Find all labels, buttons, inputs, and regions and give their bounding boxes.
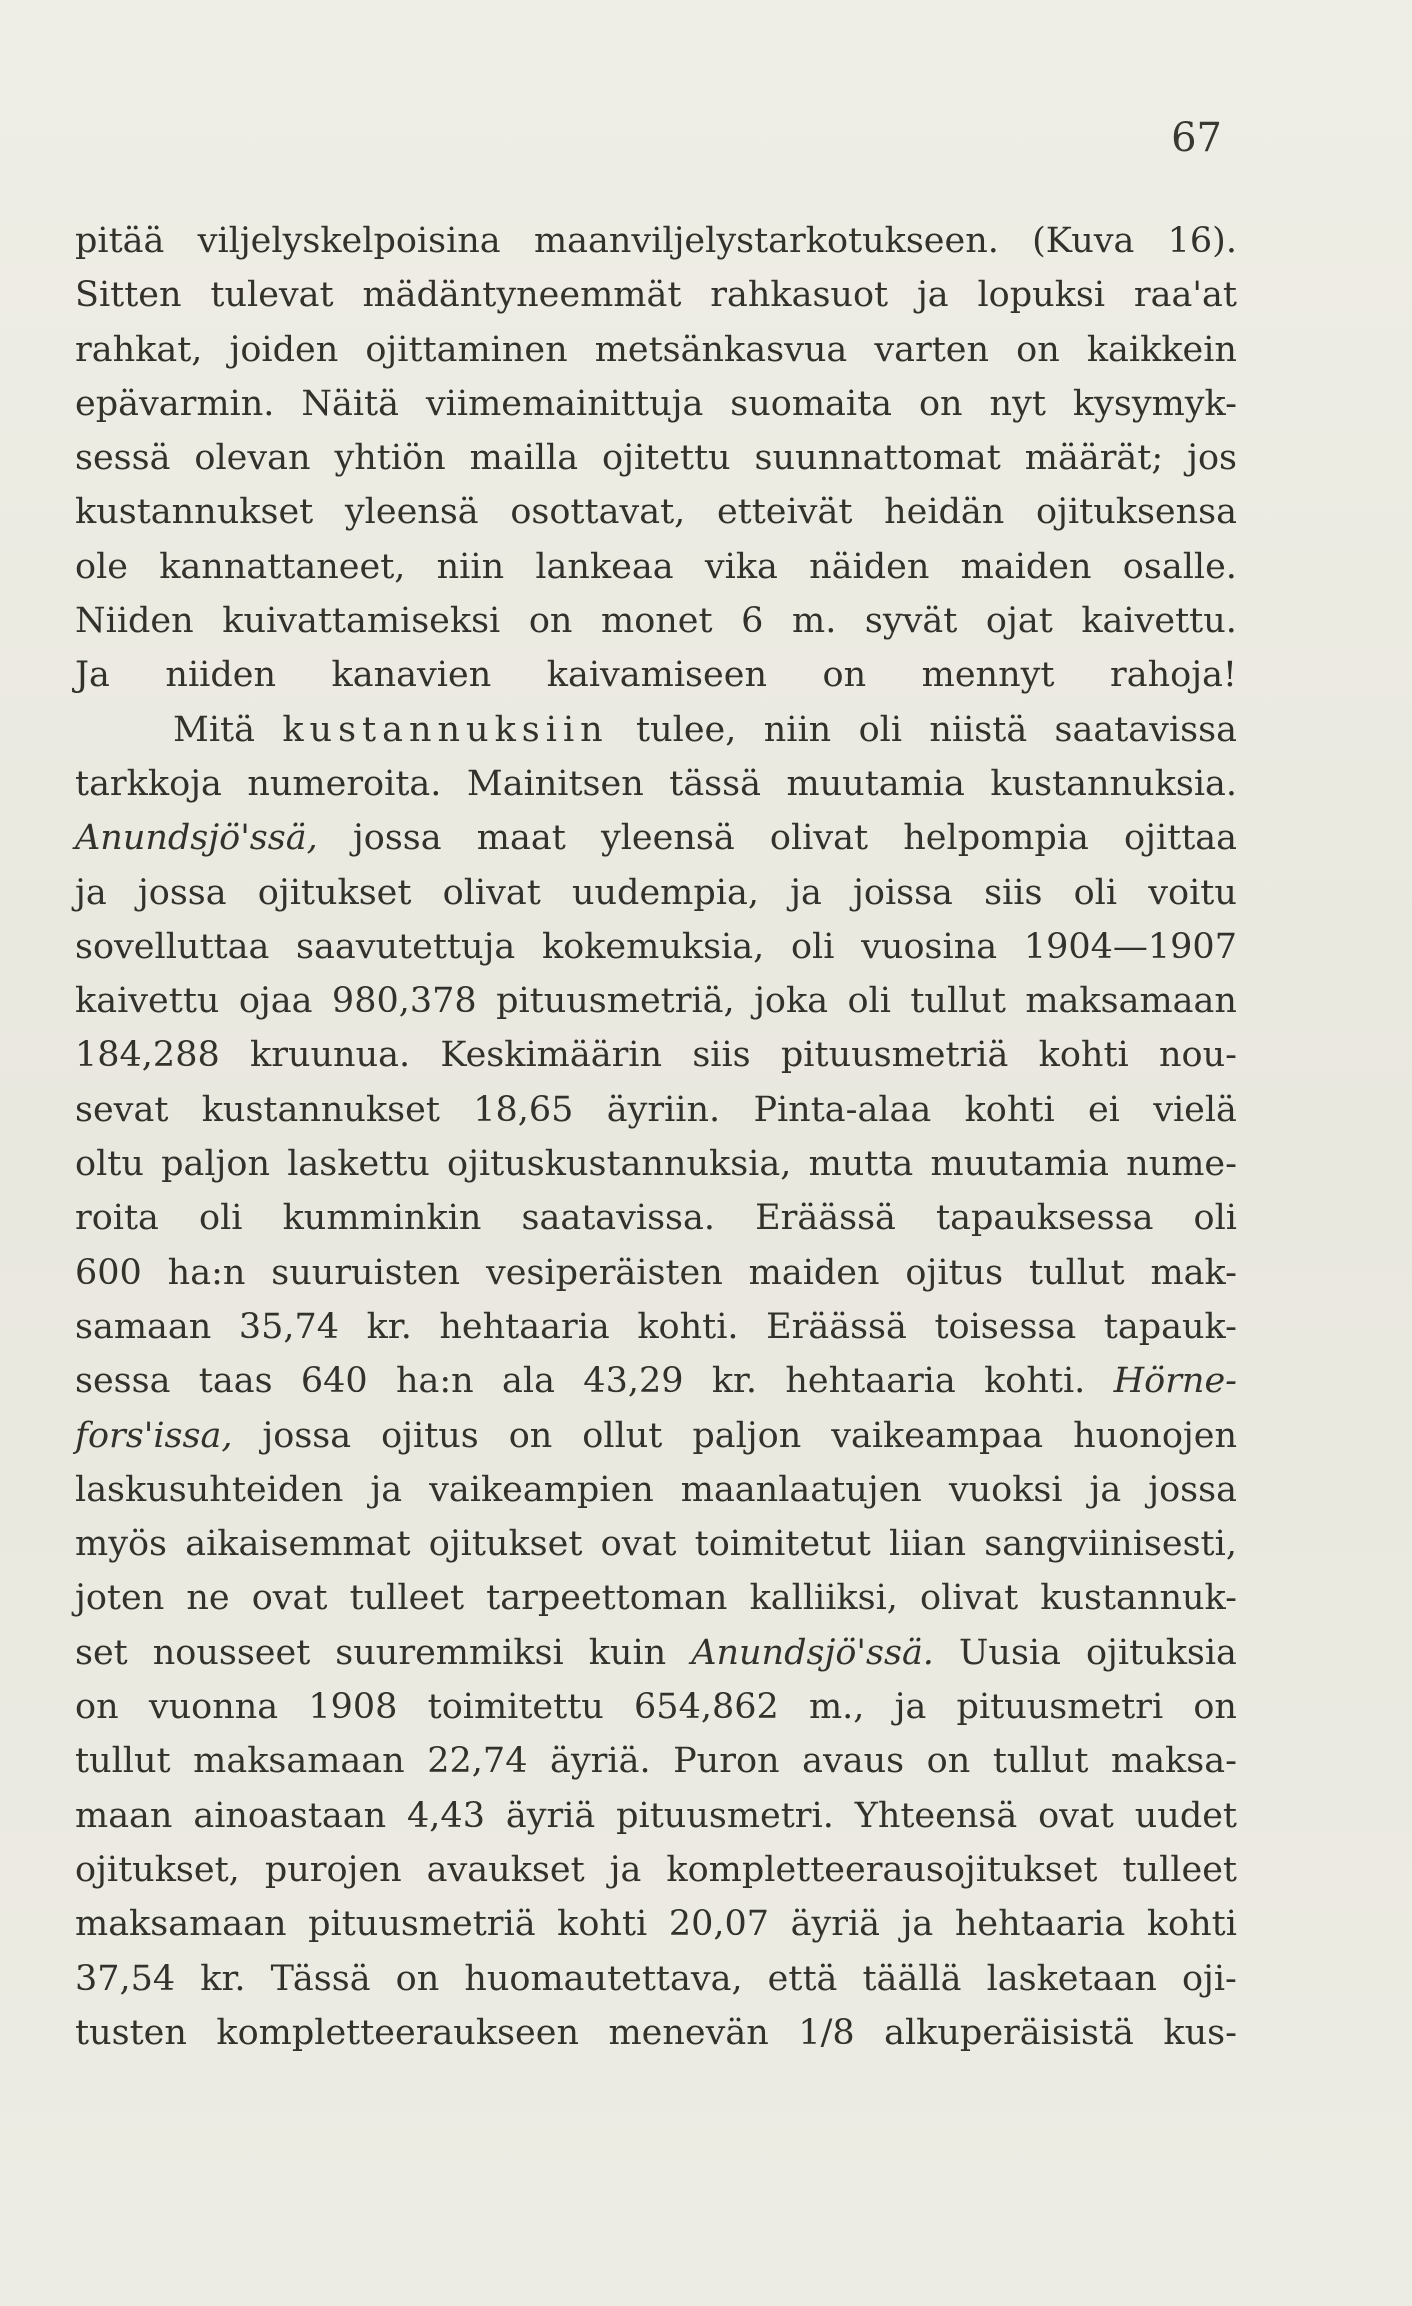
word: kohti. — [984, 1361, 1086, 1402]
word: sessä — [75, 438, 171, 479]
word: maksa- — [1111, 1741, 1237, 1782]
word: jossa — [137, 872, 227, 913]
word: ja — [901, 1904, 934, 1945]
word: tapauk- — [1103, 1306, 1237, 1347]
word: äyriä — [505, 1795, 596, 1836]
text-line — [75, 594, 1237, 648]
word: ja — [790, 872, 822, 913]
word: Yhteensä — [854, 1795, 1018, 1836]
word: ojitus — [905, 1252, 1004, 1293]
word: kr. — [200, 1958, 246, 1999]
word: oli — [199, 1198, 243, 1239]
word: ne — [186, 1578, 230, 1619]
word: Ja — [75, 655, 110, 696]
word: mailla — [469, 438, 579, 479]
word: niin — [763, 709, 832, 750]
text-line — [75, 1517, 1237, 1571]
word: ja — [75, 872, 107, 913]
text-line — [75, 1897, 1237, 1951]
word: kokemuksia, — [541, 926, 765, 967]
word: ojitukset, — [75, 1849, 240, 1890]
word: toisessa — [934, 1306, 1077, 1347]
word: Näitä — [301, 383, 399, 424]
word: lasketaan — [986, 1958, 1157, 1999]
word: tulleet — [1122, 1849, 1237, 1890]
text-line — [75, 1191, 1237, 1245]
word: ojitukset — [257, 872, 412, 913]
word: maiden — [960, 546, 1092, 587]
word: kuivattamiseksi — [222, 601, 501, 642]
word: olivat — [769, 818, 869, 859]
word: taas — [198, 1361, 273, 1402]
word: maat — [476, 818, 566, 859]
text-line — [75, 431, 1237, 485]
word: Anundsjö'ssä, — [75, 818, 318, 859]
word: uudet — [1134, 1795, 1237, 1836]
word: epävarmin. — [75, 383, 275, 424]
word: oli — [1193, 1198, 1237, 1239]
word: 1908 — [308, 1687, 398, 1728]
word: on — [508, 1415, 553, 1456]
word: 4,43 — [407, 1795, 485, 1836]
word: menevän — [608, 2012, 769, 2053]
word: heidän — [884, 492, 1005, 533]
word: kaivettu — [75, 981, 220, 1022]
word: vika — [704, 546, 778, 587]
word: monet — [601, 601, 713, 642]
text-line — [75, 377, 1237, 431]
word: pitää — [75, 221, 165, 261]
word: kumminkin — [282, 1198, 482, 1239]
word: huomautettava, — [464, 1958, 743, 1999]
word: jossa — [1148, 1469, 1237, 1510]
word: varten — [874, 329, 990, 370]
word: kr. — [711, 1361, 758, 1402]
word: Niiden — [75, 601, 194, 642]
word: suunnattomat — [754, 438, 1001, 479]
text-line — [75, 920, 1237, 974]
word: joiden — [229, 329, 339, 370]
word: olevan — [194, 438, 311, 479]
word: on — [918, 383, 963, 424]
word: 43,29 — [583, 1361, 684, 1402]
word: uudempia, — [571, 872, 759, 913]
word: ojituksia — [1085, 1632, 1237, 1673]
word: oli — [858, 709, 903, 750]
word: oltu — [75, 1144, 144, 1185]
word: osalle. — [1122, 546, 1237, 587]
word: pituusmetri — [956, 1687, 1164, 1728]
word: saatavissa. — [521, 1198, 716, 1239]
word: lankeaa — [535, 546, 674, 587]
word: ojituskustannuksia, — [447, 1144, 792, 1185]
word: avaus — [802, 1741, 905, 1782]
word: kompletteerausojitukset — [666, 1849, 1098, 1890]
word: vuoksi — [948, 1469, 1063, 1510]
word: Pinta-alaa — [753, 1089, 932, 1130]
word: ja — [1089, 1469, 1122, 1510]
text-line — [75, 757, 1237, 811]
word: roita — [75, 1198, 159, 1239]
word: ha:n — [167, 1252, 246, 1293]
word: kohti — [964, 1089, 1055, 1130]
word: että — [767, 1958, 838, 1999]
word: alkuperäisistä — [884, 2012, 1134, 2053]
word: Uusia — [958, 1632, 1061, 1673]
word: vesiperäisten — [485, 1252, 723, 1293]
text-line — [75, 323, 1237, 377]
word: näiden — [809, 546, 930, 587]
word: pituusmetriä, — [496, 981, 735, 1022]
text-line — [75, 268, 1237, 322]
text-line — [75, 1083, 1237, 1137]
word: ovat — [1038, 1795, 1114, 1836]
word: oli — [1073, 872, 1118, 913]
word: on — [1016, 329, 1060, 370]
word: ojittaminen — [365, 329, 568, 370]
word: mutta — [808, 1144, 914, 1185]
text-line — [75, 1300, 1237, 1354]
body-text — [75, 214, 1237, 2060]
text-line — [75, 1028, 1237, 1082]
word: mennyt — [921, 655, 1055, 696]
word: määrät; — [1024, 438, 1164, 479]
text-line — [75, 1409, 1237, 1463]
word: samaan — [75, 1306, 212, 1347]
word: Puron — [673, 1741, 780, 1782]
word: kompletteeraukseen — [216, 2012, 579, 2053]
word: ainoastaan — [193, 1795, 387, 1836]
word: ojaa — [238, 981, 313, 1022]
word: toimitetut — [694, 1524, 871, 1565]
word: kanavien — [331, 655, 492, 696]
word: lopuksi — [977, 275, 1106, 316]
word: tullut — [910, 981, 1006, 1022]
word: tulleet — [349, 1578, 465, 1619]
word: ole — [75, 546, 128, 587]
text-line — [75, 1626, 1237, 1680]
word: nyt — [989, 383, 1046, 424]
word: 1904—1907 — [1023, 926, 1237, 967]
word: maksamaan — [75, 1904, 287, 1945]
word: on — [75, 1687, 119, 1728]
word: hehtaaria — [954, 1904, 1126, 1945]
word: kus- — [1163, 2012, 1237, 2053]
word: myös — [75, 1524, 167, 1565]
word: helpompia — [903, 818, 1089, 859]
word: ja — [916, 275, 949, 316]
word: kustannukset — [201, 1089, 440, 1130]
word: Eräässä — [755, 1198, 896, 1239]
word: tusten — [75, 2012, 187, 2053]
word: laskusuhteiden — [75, 1469, 344, 1510]
text-line — [75, 1571, 1237, 1625]
word: tullut — [75, 1741, 171, 1782]
word: huonojen — [1073, 1415, 1237, 1456]
word: kustannukset — [75, 492, 314, 533]
word: Mainitsen — [466, 763, 644, 804]
word: yleensä — [600, 818, 735, 859]
word: kruunua. — [250, 1035, 411, 1076]
word: avaukset — [426, 1849, 585, 1890]
word: ja — [894, 1687, 927, 1728]
word: joka — [754, 981, 829, 1022]
word: saavutettuja — [296, 926, 516, 967]
word: sessa — [75, 1361, 171, 1402]
word: maiden — [748, 1252, 880, 1293]
word: viimemainittuja — [425, 383, 704, 424]
word: siis — [984, 872, 1043, 913]
word: rahkat, — [75, 329, 203, 370]
word: maanlaatujen — [680, 1469, 922, 1510]
word: purojen — [264, 1849, 402, 1890]
word: ojittaa — [1124, 818, 1237, 859]
word: kysymyk- — [1072, 383, 1237, 424]
word: tässä — [669, 763, 761, 804]
word: muutamia — [786, 763, 965, 804]
word: pituusmetriä — [308, 1904, 536, 1945]
word: 37,54 — [75, 1958, 176, 1999]
word: 600 — [75, 1252, 142, 1293]
word: nousseet — [152, 1632, 311, 1673]
word: tapauksessa — [936, 1198, 1154, 1239]
word: 184,288 — [75, 1035, 220, 1076]
text-line — [75, 1734, 1237, 1788]
word: suomaita — [730, 383, 893, 424]
word: liian — [889, 1524, 967, 1565]
word: mak- — [1150, 1252, 1237, 1293]
word: saatavissa — [1054, 709, 1237, 750]
word: m. — [792, 601, 837, 642]
word: paljon — [692, 1415, 802, 1456]
word: kalliiksi, — [749, 1578, 898, 1619]
word: täällä — [862, 1958, 962, 1999]
word: sovelluttaa — [75, 926, 270, 967]
word: 980,378 — [331, 981, 477, 1022]
word: ala — [502, 1361, 555, 1402]
word: tulee, — [636, 709, 737, 750]
word: paljon — [161, 1144, 271, 1185]
word: etteivät — [716, 492, 853, 533]
word: 640 — [300, 1361, 368, 1402]
word: pituusmetri. — [616, 1795, 834, 1836]
word: tarpeettoman — [486, 1578, 728, 1619]
word: ojituksensa — [1036, 492, 1237, 533]
word: osottavat, — [510, 492, 686, 533]
word: jos — [1187, 438, 1237, 479]
word: kuin — [588, 1632, 667, 1673]
word: kohti — [557, 1904, 648, 1945]
word: vielä — [1153, 1089, 1237, 1130]
word: 35,74 — [238, 1306, 340, 1347]
word: on — [1193, 1687, 1237, 1728]
word: tarkkoja — [75, 763, 222, 804]
word: Keskimäärin — [440, 1035, 663, 1076]
word: Eräässä — [766, 1306, 907, 1347]
word: yleensä — [344, 492, 479, 533]
text-line — [75, 485, 1237, 539]
word: metsänkasvua — [594, 329, 848, 370]
word: nou- — [1159, 1035, 1237, 1076]
text-line — [75, 214, 1237, 268]
word: kohti — [1146, 1904, 1237, 1945]
text-line — [75, 1354, 1237, 1408]
word: viljelyskelpoisina — [197, 221, 501, 261]
word: on — [395, 1958, 440, 1999]
word: Hörne- — [1113, 1361, 1237, 1402]
word: olivat — [920, 1578, 1019, 1619]
word: raa'at — [1133, 275, 1237, 316]
word: vaikeampaa — [831, 1415, 1044, 1456]
word: 20,07 — [668, 1904, 770, 1945]
word: rahoja! — [1110, 655, 1237, 696]
word: kaikkein — [1086, 329, 1237, 370]
word: kaivamiseen — [546, 655, 767, 696]
word: ollut — [582, 1415, 663, 1456]
word: hehtaaria — [785, 1361, 956, 1402]
word: rahkasuot — [710, 275, 889, 316]
word: ojat — [985, 601, 1053, 642]
word: 18,65 — [473, 1089, 574, 1130]
word: Tässä — [270, 1958, 371, 1999]
word: äyriin. — [606, 1089, 721, 1130]
word: ja — [370, 1469, 403, 1510]
word: suuremmiksi — [335, 1632, 564, 1673]
word: yhtiön — [334, 438, 446, 479]
word: syvät — [864, 601, 958, 642]
word: muutamia — [930, 1144, 1109, 1185]
word: kustannuksiin — [282, 709, 609, 750]
word: aikaisemmat — [185, 1524, 411, 1565]
word: 654,862 — [634, 1687, 779, 1728]
word: niin — [436, 546, 505, 587]
word: nume- — [1126, 1144, 1237, 1185]
word: olivat — [442, 872, 541, 913]
word: Sitten — [75, 275, 182, 316]
word: ojitus — [381, 1415, 479, 1456]
word: sevat — [75, 1089, 169, 1130]
word: on — [822, 655, 867, 696]
text-line — [75, 1137, 1237, 1191]
word: vaikeampien — [429, 1469, 654, 1510]
word: maan — [75, 1795, 173, 1836]
word: ojitukset — [428, 1524, 583, 1565]
word: tulevat — [210, 275, 334, 316]
word: niistä — [929, 709, 1028, 750]
word: ovat — [251, 1578, 328, 1619]
word: oli — [790, 926, 835, 967]
word: fors'issa, — [75, 1415, 233, 1456]
word: äyriä. — [550, 1741, 651, 1782]
word: äyriä — [790, 1904, 881, 1945]
word: hehtaaria — [439, 1306, 610, 1347]
text-line — [75, 1952, 1237, 2006]
word: 16). — [1167, 221, 1237, 261]
word: Mitä — [173, 709, 255, 750]
text-line — [75, 703, 1237, 757]
word: vuosina — [861, 926, 998, 967]
word: kustannuk- — [1040, 1578, 1237, 1619]
word: jossa — [352, 818, 442, 859]
word: joissa — [853, 872, 953, 913]
word: siis — [692, 1035, 751, 1076]
word: jossa — [262, 1415, 352, 1456]
word: tullut — [992, 1741, 1089, 1782]
word: tullut — [1028, 1252, 1125, 1293]
word: 1/8 — [798, 2012, 855, 2053]
word: laskettu — [287, 1144, 430, 1185]
word: kannattaneet, — [159, 546, 406, 587]
word: voitu — [1148, 872, 1237, 913]
word: numeroita. — [247, 763, 442, 804]
word: vuonna — [148, 1687, 279, 1728]
word: Anundsjö'ssä. — [691, 1632, 934, 1673]
text-line — [75, 866, 1237, 920]
word: mädäntyneemmät — [362, 275, 682, 316]
word: set — [75, 1632, 128, 1673]
text-line — [75, 648, 1237, 702]
word: 6 — [741, 601, 764, 642]
word: maksamaan — [193, 1741, 405, 1782]
word: 22,74 — [427, 1741, 528, 1782]
text-line — [75, 1843, 1237, 1897]
word: kustannuksia. — [990, 763, 1237, 804]
text-line — [75, 540, 1237, 594]
word: m., — [808, 1687, 865, 1728]
text-line — [75, 1463, 1237, 1517]
word: toimitettu — [427, 1687, 604, 1728]
text-line — [75, 2006, 1237, 2060]
word: ojitettu — [602, 438, 731, 479]
word: kaivettu. — [1081, 601, 1237, 642]
text-line — [75, 1789, 1237, 1843]
word: (Kuva — [1032, 221, 1135, 261]
word: ei — [1087, 1089, 1120, 1130]
word: on — [926, 1741, 971, 1782]
word: ja — [609, 1849, 642, 1890]
word: maksamaan — [1025, 981, 1237, 1022]
word: ha:n — [395, 1361, 474, 1402]
word: suuruisten — [271, 1252, 461, 1293]
text-line — [75, 1246, 1237, 1300]
word: maanviljelystarkotukseen. — [533, 221, 999, 261]
word: on — [528, 601, 573, 642]
text-line — [75, 1680, 1237, 1734]
word: ovat — [600, 1524, 677, 1565]
word: pituusmetriä — [780, 1035, 1009, 1076]
word: sangviinisesti, — [984, 1524, 1237, 1565]
word: niiden — [165, 655, 277, 696]
word: oli — [847, 981, 891, 1022]
word: kr. — [366, 1306, 412, 1347]
word: oji- — [1181, 1958, 1237, 1999]
text-line — [75, 974, 1237, 1028]
word: joten — [75, 1578, 165, 1619]
text-line — [75, 811, 1237, 865]
page-number: 67 — [1171, 115, 1222, 161]
word: kohti — [1038, 1035, 1129, 1076]
word: kohti. — [637, 1306, 739, 1347]
